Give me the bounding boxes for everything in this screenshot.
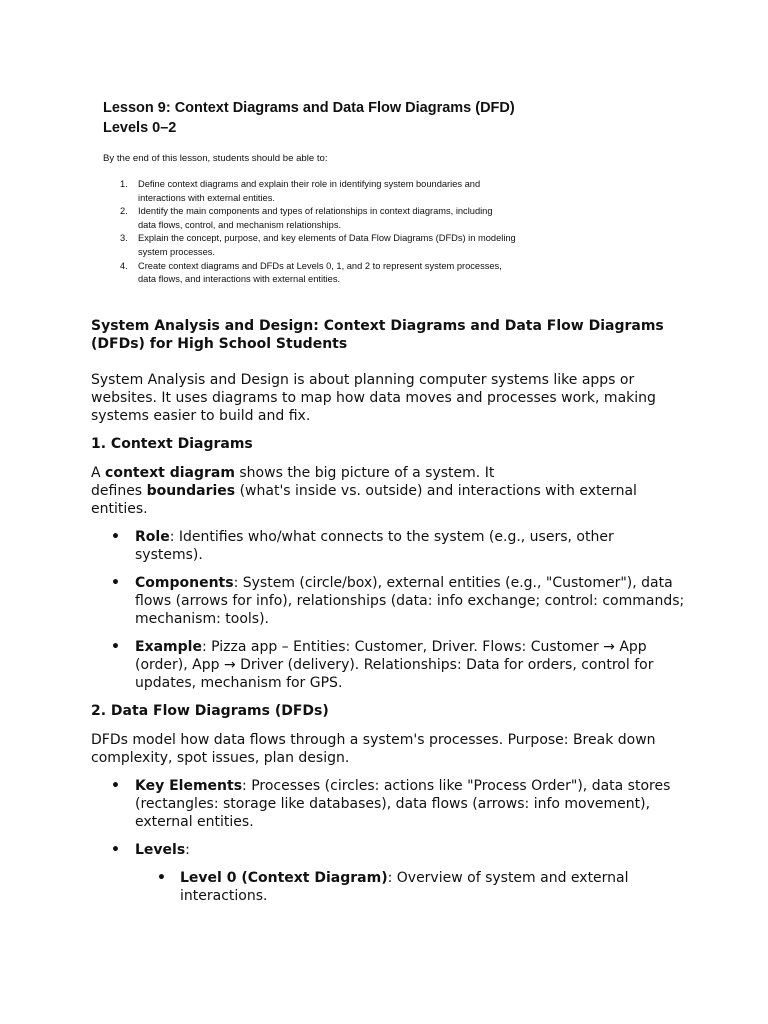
objective-text: Create context diagrams and DFDs at Levels 0, 1, and 2 to represent system processes, xyxy=(138,260,502,271)
bullet-term: Example xyxy=(135,639,202,655)
bullet: • xyxy=(157,870,166,886)
text-run: : Processes (circles: actions like "Process Order"), data stores xyxy=(242,778,671,794)
paragraph-line: systems easier to build and fix. xyxy=(91,408,311,424)
objective-number: 1. xyxy=(120,179,128,189)
objectives-list xyxy=(103,178,573,287)
section-heading-dfds: 2. Data Flow Diagrams (DFDs) xyxy=(91,703,329,719)
list-item-line xyxy=(135,777,691,795)
paragraph-line: complexity, spot issues, plan design. xyxy=(91,750,350,766)
bullet-term: Components xyxy=(135,575,234,591)
bullet: • xyxy=(111,639,120,655)
objective-text: data flows, control, and mechanism relationships. xyxy=(138,219,342,230)
objective-item xyxy=(103,178,573,205)
bullet-term: Role xyxy=(135,529,170,545)
document-title xyxy=(91,317,691,353)
paragraph-line xyxy=(91,482,691,500)
levels-sub-list xyxy=(135,869,691,905)
objective-text: Identify the main components and types of relationships in context diagrams, including xyxy=(138,206,493,217)
list-item-line xyxy=(135,638,691,656)
objective-text: Explain the concept, purpose, and key elements of Data Flow Diagrams (DFDs) in modeling xyxy=(138,233,516,244)
list-item xyxy=(91,528,691,564)
text-run: defines xyxy=(91,483,147,499)
text-run: : Pizza app – Entities: Customer, Driver. Flows: Customer → App xyxy=(201,639,647,655)
context-diagram-paragraph xyxy=(91,464,691,518)
list-item-line: flows (arrows for info), relationships (data: info exchange; control: commands; xyxy=(135,593,685,609)
dfd-bullets xyxy=(91,777,691,905)
paragraph-line: entities. xyxy=(91,501,148,517)
bullet-term: Levels xyxy=(135,842,186,858)
list-item-line: updates, mechanism for GPS. xyxy=(135,675,343,691)
list-item-line: interactions. xyxy=(180,888,268,904)
lesson-title xyxy=(103,98,573,138)
objective-text: system processes. xyxy=(138,246,215,257)
objective-text: data flows, and interactions with external entities. xyxy=(138,274,341,285)
objective-text: Define context diagrams and explain their role in identifying system boundaries and xyxy=(138,179,481,189)
text-run: shows the big picture of a system. It xyxy=(234,465,495,481)
document-title-line: System Analysis and Design: Context Diagrams and Data Flow Diagrams xyxy=(91,318,664,334)
objective-item xyxy=(103,260,573,287)
paragraph-line: System Analysis and Design is about planning computer systems like apps or xyxy=(91,372,635,388)
text-run: : xyxy=(185,842,190,858)
list-item-line: systems). xyxy=(135,547,203,563)
term-boundaries: boundaries xyxy=(146,483,236,499)
list-item-line: external entities. xyxy=(135,814,254,830)
objective-number: 2. xyxy=(120,206,128,217)
lesson-title-line: Lesson 9: Context Diagrams and Data Flow Diagrams (DFD) xyxy=(103,100,515,116)
list-item-line xyxy=(135,841,691,859)
bullet-term: Level 0 (Context Diagram) xyxy=(180,870,388,886)
lesson-title-line: Levels 0–2 xyxy=(103,120,177,136)
section-heading-context-diagrams: 1. Context Diagrams xyxy=(91,436,253,452)
intro-paragraph xyxy=(91,371,691,425)
text-run: : System (circle/box), external entities (e.g., "Customer"), data xyxy=(233,575,673,591)
bullet: • xyxy=(111,842,120,858)
list-item xyxy=(91,638,691,692)
objective-item xyxy=(103,205,573,232)
bullet: • xyxy=(111,778,120,794)
bullet: • xyxy=(111,575,120,591)
list-item xyxy=(91,841,691,905)
text-run: (what's inside vs. outside) and interactions with external xyxy=(235,483,637,499)
lesson-intro: By the end of this lesson, students should be able to: xyxy=(103,153,328,164)
list-item-line xyxy=(135,574,691,592)
term-context-diagram: context diagram xyxy=(105,465,235,481)
list-item-line: (rectangles: storage like databases), data flows (arrows: info movement), xyxy=(135,796,651,812)
paragraph-line xyxy=(91,464,691,482)
document-title-line: (DFDs) for High School Students xyxy=(91,336,348,352)
text-run: : Overview of system and external xyxy=(387,870,629,886)
lesson-header xyxy=(103,98,573,287)
dfd-paragraph xyxy=(91,731,691,767)
list-item-line xyxy=(135,528,691,546)
paragraph-line: websites. It uses diagrams to map how data moves and processes work, making xyxy=(91,390,656,406)
document-body xyxy=(91,317,691,905)
list-item xyxy=(91,574,691,628)
objective-text: interactions with external entities. xyxy=(138,192,275,203)
list-item-line: mechanism: tools). xyxy=(135,611,269,627)
list-item xyxy=(91,777,691,831)
list-item-line xyxy=(180,869,691,887)
text-run: A xyxy=(91,465,106,481)
objective-number: 4. xyxy=(120,260,128,271)
text-run: : Identifies who/what connects to the system (e.g., users, other xyxy=(169,529,614,545)
bullet-term: Key Elements xyxy=(135,778,243,794)
objective-number: 3. xyxy=(120,233,128,244)
sub-list-item xyxy=(135,869,691,905)
paragraph-line: DFDs model how data flows through a system's processes. Purpose: Break down xyxy=(91,732,656,748)
bullet: • xyxy=(111,529,120,545)
list-item-line: (order), App → Driver (delivery). Relationships: Data for orders, control for xyxy=(135,657,654,673)
context-diagram-bullets xyxy=(91,528,691,692)
objective-item xyxy=(103,232,573,259)
